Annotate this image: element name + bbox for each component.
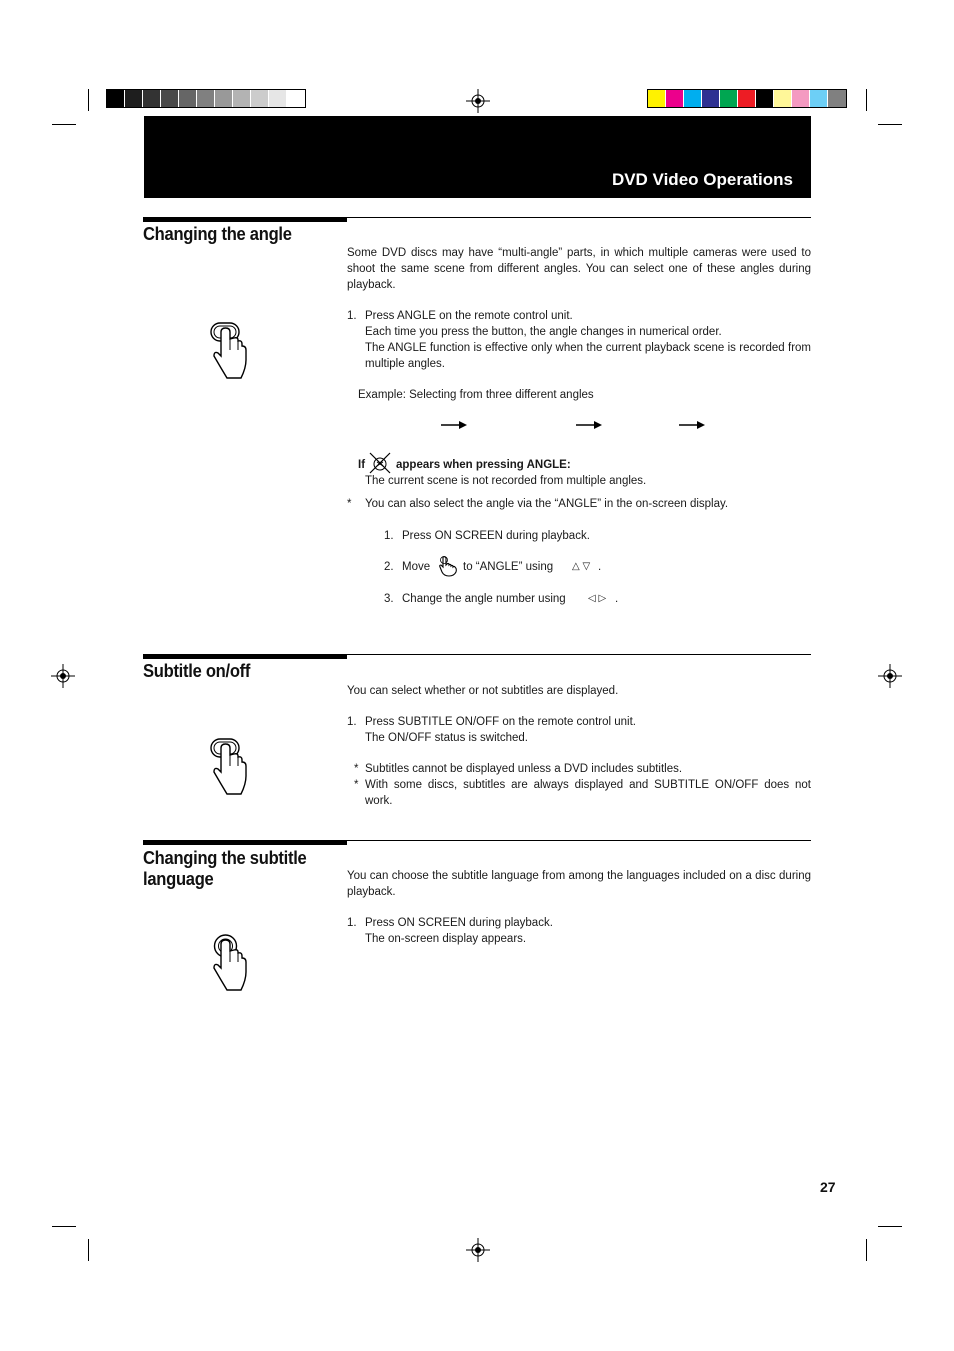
- note-asterisk: *: [347, 498, 352, 510]
- left-right-cursor-icons: ◁ ▷: [588, 593, 607, 604]
- section-title-angle: Changing the angle: [143, 224, 292, 244]
- color-calibration-strip: [647, 89, 847, 108]
- calibration-swatch: [197, 90, 215, 107]
- angle-step1-detail: Each time you press the button, the angle changes in numerical order.: [365, 326, 722, 338]
- page-number: 27: [820, 1179, 836, 1195]
- appears-detail: The current scene is not recorded from multiple angles.: [365, 475, 647, 487]
- section-rule-thick: [143, 217, 347, 222]
- arrow-right-icon: [441, 420, 467, 430]
- section-title-subtitle: Subtitle on/off: [143, 661, 251, 681]
- crop-mark: [878, 1226, 902, 1227]
- subtitle-step1: Press SUBTITLE ON/OFF on the remote control unit.: [365, 716, 636, 728]
- calibration-swatch: [738, 90, 756, 107]
- pointer-hand-icon: [438, 555, 460, 577]
- registration-target-icon: [466, 1238, 490, 1262]
- section-title-language: Changing the subtitle: [143, 848, 307, 868]
- substep-1: Press ON SCREEN during playback.: [402, 530, 590, 542]
- if-label: If: [358, 459, 366, 471]
- angle-step1-detail: The ANGLE function is effective only when the current playback scene is recorded from multiple angles.: [365, 342, 811, 370]
- angle-step1: Press ANGLE on the remote control unit.: [365, 310, 573, 322]
- press-round-button-hand-icon: [208, 932, 248, 992]
- up-down-cursor-icons: △ ▽: [572, 561, 591, 572]
- calibration-swatch: [215, 90, 233, 107]
- angle-intro: Some DVD discs may have “multi-angle” parts, in which multiple cameras were used to shoot the same scene from different angles. You can select one of these angles during playback.: [347, 247, 811, 291]
- substep-number: 1.: [384, 530, 394, 542]
- substep-2-text: to “ANGLE” using: [463, 561, 554, 573]
- calibration-swatch: [666, 90, 684, 107]
- calibration-swatch: [287, 90, 305, 107]
- crop-mark: [866, 89, 867, 111]
- language-intro: You can choose the subtitle language from among the languages included on a disc during playback.: [347, 870, 811, 898]
- substep-2-period: .: [598, 561, 602, 573]
- calibration-swatch: [756, 90, 774, 107]
- calibration-swatch: [269, 90, 287, 107]
- calibration-swatch: [251, 90, 269, 107]
- calibration-swatch: [233, 90, 251, 107]
- language-step1-detail: The on-screen display appears.: [365, 933, 527, 945]
- angle-step1-number: 1.: [347, 310, 357, 322]
- press-button-hand-icon: [208, 320, 248, 380]
- calibration-swatch: [107, 90, 125, 107]
- registration-target-icon: [878, 664, 902, 688]
- calibration-swatch: [684, 90, 702, 107]
- section-rule-thick: [143, 654, 347, 659]
- subtitle-note-1: Subtitles cannot be displayed unless a DVD includes subtitles.: [365, 763, 683, 775]
- registration-target-icon: [51, 664, 75, 688]
- calibration-swatch: [720, 90, 738, 107]
- crop-mark: [88, 89, 89, 111]
- crop-mark: [52, 124, 76, 125]
- prohibited-angle-icon: [368, 452, 392, 474]
- calibration-swatch: [179, 90, 197, 107]
- arrow-right-icon: [679, 420, 705, 430]
- section-rule-thin: [347, 217, 811, 218]
- note-asterisk: *: [354, 763, 359, 775]
- substep-3-period: .: [615, 593, 619, 605]
- calibration-swatch: [774, 90, 792, 107]
- substep-3-text: Change the angle number using: [402, 593, 566, 605]
- press-button-hand-icon: [208, 736, 248, 796]
- crop-mark: [866, 1239, 867, 1261]
- substep-number: 3.: [384, 593, 394, 605]
- subtitle-step1-detail: The ON/OFF status is switched.: [365, 732, 528, 744]
- header-title: DVD Video Operations: [611, 170, 793, 189]
- calibration-swatch: [810, 90, 828, 107]
- crop-mark: [878, 124, 902, 125]
- section-rule-thin: [347, 654, 811, 655]
- angle-note: You can also select the angle via the “ANGLE” in the on-screen display.: [365, 498, 729, 510]
- calibration-swatch: [161, 90, 179, 107]
- calibration-swatch: [143, 90, 161, 107]
- section-header-bar: [144, 116, 811, 198]
- substep-2-move: Move: [402, 561, 431, 573]
- language-step1: Press ON SCREEN during playback.: [365, 917, 553, 929]
- crop-mark: [52, 1226, 76, 1227]
- section-title-language-line2: language: [143, 869, 214, 889]
- subtitle-intro: You can select whether or not subtitles are displayed.: [347, 685, 619, 697]
- section-rule-thin: [347, 840, 811, 841]
- angle-example: Example: Selecting from three different angles: [358, 389, 594, 401]
- appears-label: appears when pressing ANGLE:: [396, 459, 571, 471]
- note-asterisk: *: [354, 779, 359, 791]
- calibration-swatch: [702, 90, 720, 107]
- subtitle-note-2: With some discs, subtitles are always displayed and SUBTITLE ON/OFF does not work.: [365, 779, 811, 807]
- calibration-swatch: [828, 90, 846, 107]
- substep-number: 2.: [384, 561, 394, 573]
- registration-target-icon: [466, 89, 490, 113]
- grayscale-calibration-strip: [106, 89, 306, 108]
- calibration-swatch: [648, 90, 666, 107]
- language-step1-number: 1.: [347, 917, 357, 929]
- section-rule-thick: [143, 840, 347, 845]
- arrow-right-icon: [576, 420, 602, 430]
- crop-mark: [88, 1239, 89, 1261]
- calibration-swatch: [792, 90, 810, 107]
- subtitle-step1-number: 1.: [347, 716, 357, 728]
- calibration-swatch: [125, 90, 143, 107]
